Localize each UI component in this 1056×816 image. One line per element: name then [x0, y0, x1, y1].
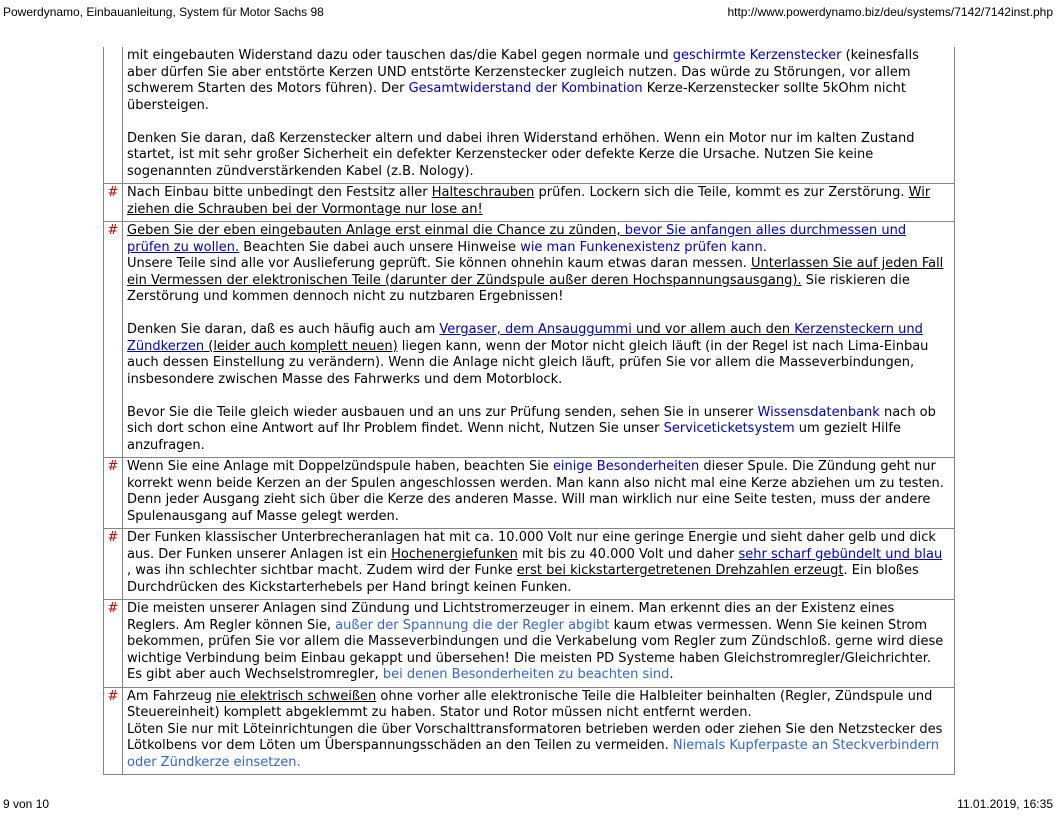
link[interactable]: sehr scharf gebündelt und blau: [738, 546, 943, 562]
row-marker: #: [104, 458, 123, 528]
text-segment: Kerze-Kerzenstecker sollte 5kOhm nicht übersteigen.: [127, 81, 906, 113]
text-segment: Denken Sie daran, daß Kerzenstecker altern und dabei ihren Widerstand erhöhen. Wenn ein Motor nur im kalten Zustand startet, ist mit sehr großer Sicherheit ein defekter Kerzenstecker oder defekte Kerze die Ursache. Nutzen Sie keine sogenannten zündverstärkenden Kabel (z.B. Nology).: [127, 130, 915, 179]
paragraph-block: [127, 223, 950, 306]
text-segment: kaum etwas vermessen. Wenn Sie keinen Strom bekommen, prüfen Sie vor allem die Masseverbindungen und die Verkabelung vom Regler zum Zündschloß. gerne wird diese wichtige Verbindung beim Einbau gekappt und übersehen! Die meisten PD Systeme haben Gleichstromregler/Gleichrichter. Es gibt aber auch Wechselstromregler,: [127, 617, 944, 682]
link[interactable]: Kerzensteckern und Zündkerzen: [127, 322, 923, 354]
paragraph-block: [127, 689, 950, 772]
table-row: [104, 47, 954, 183]
paragraph-block: [127, 601, 950, 684]
row-marker: [104, 47, 123, 183]
text-segment: Nach Einbau bitte unbedingt den Festsitz aller: [127, 185, 432, 200]
text-segment: liegen kann, wenn der Motor nicht gleich läuft (in der Regel ist nach Lima-Einbau auch dessen Einstellung zu verändern). Wenn die Anlage nicht gleich läuft, prüfen Sie vor allem die Masseverbindungen, insbesondere zwischen Masse des Fahrwerks und dem Motorblock.: [127, 338, 929, 387]
row-marker: #: [104, 529, 123, 599]
row-content: [123, 529, 954, 599]
header-title: Powerdynamo, Einbauanleitung, System für Motor Sachs 98: [3, 5, 324, 19]
link[interactable]: Serviceticketsystem: [663, 421, 795, 436]
row-content: [123, 600, 954, 687]
text-segment: .: [669, 667, 674, 682]
text-segment: ohne vorher alle elektronische Teile die Halbleiter beinhalten (Regler, Zündspule und Steuereinheit) komplett abgeklemmt zu haben. Stator und Rotor müssen nicht entfernt werden.: [127, 688, 933, 720]
table-row: [104, 183, 954, 221]
text-segment: , was ihn schlechter sichtbar macht. Zudem wird der Funke: [127, 563, 517, 578]
table-row: [104, 599, 954, 687]
print-footer: [3, 797, 1053, 811]
print-header: [3, 5, 1053, 19]
text-segment: um gezielt Hilfe anzufragen.: [127, 421, 901, 453]
table-row: [104, 687, 954, 775]
table-row: [104, 221, 954, 457]
text-segment: Hochenergiefunken: [391, 546, 518, 562]
paragraph-block: [127, 185, 950, 218]
row-content: [123, 222, 954, 457]
row-marker: #: [104, 184, 123, 221]
text-segment: mit bis zu 40.000 Volt und daher: [517, 546, 739, 562]
text-segment: nach ob sich dort schon eine Antwort auf Ihr Problem findet. Wenn nicht, Nutzen Sie unser: [127, 404, 936, 436]
text-segment: nie elektrisch schweißen: [215, 688, 377, 704]
doc-table: [103, 47, 955, 775]
paragraph-block: [127, 530, 950, 596]
text-segment: Wir ziehen die Schrauben bei der Vormontage nur lose an!: [127, 185, 931, 217]
text-segment: Löten Sie nur mit Löteinrichtungen die über Vorschalttransformatoren betrieben werden oder ziehen Sie den Netzstecker des Lötkolbens vor dem Löten um Überspannungsschäden an den Teilen zu vermeiden.: [127, 721, 943, 753]
text-segment: Geben Sie der eben eingebauten Anlage erst einmal die Chance zu zünden,: [127, 223, 621, 238]
paragraph-block: [127, 131, 950, 181]
text-segment: Halteschrauben: [431, 185, 535, 200]
text-segment: Beachten Sie dabei auch unsere Hinweise: [239, 239, 521, 255]
paragraph-block: [127, 48, 950, 114]
text-segment: Am Fahrzeug: [127, 688, 216, 704]
text-segment: Unterlassen Sie auf jeden Fall ein Vermessen der elektronischen Teile (darunter der Zündspule außer deren Hochspannungsausgang).: [127, 256, 944, 288]
link[interactable]: Niemals Kupferpaste an Steckverbindern oder Zündkerze einsetzen.: [127, 738, 939, 770]
text-segment: dieser Spule. Die Zündung geht nur korrekt wenn beide Kerzen an der Spulen angeschlossen werden. Man kann also nicht mal eine Kerze abziehen um zu testen. Denn jeder Ausgang zieht sich über die Kerze des anderen Masse. Will man wirklich nur eine Seite testen, muss der andere Spulenausgang auf Masse gelegt werden.: [127, 459, 944, 524]
table-row: [104, 457, 954, 528]
row-marker: #: [104, 688, 123, 775]
text-segment: erst bei kickstartergetretenen Drehzahlen erzeugt: [516, 563, 844, 578]
table-row: [104, 528, 954, 599]
link[interactable]: außer der Spannung die der Regler abgibt: [335, 617, 610, 633]
paragraph-block: [127, 405, 950, 455]
row-content: [123, 458, 954, 528]
link[interactable]: Gesamtwiderstand der Kombination: [408, 81, 643, 96]
link[interactable]: geschirmte Kerzenstecker: [672, 48, 842, 63]
text-segment: Unsere Teile sind alle vor Auslieferung geprüft. Sie können ohnehin kaum etwas daran messen.: [127, 256, 751, 271]
link[interactable]: Wissensdatenbank: [757, 404, 880, 420]
link[interactable]: einige Besonderheiten: [552, 459, 700, 474]
text-segment: Denken Sie daran, daß es auch häufig auch am: [127, 322, 440, 337]
text-segment: Der Funken klassischer Unterbrecheranlagen hat mit ca. 10.000 Volt nur eine geringe Energie und sieht daher gelb und dick aus. Der Funken unserer Anlagen ist ein: [127, 530, 936, 562]
text-segment: mit eingebauten Widerstand dazu oder tauschen das/die Kabel gegen normale und: [127, 48, 673, 63]
text-segment: prüfen. Lockern sich die Teile, kommt es zur Zerstörung.: [534, 185, 909, 200]
link[interactable]: bevor Sie anfangen alles durchmessen und prüfen zu wollen.: [127, 223, 907, 255]
row-content: [123, 688, 954, 775]
text-segment: Wenn Sie eine Anlage mit Doppelzündspule haben, beachten Sie: [127, 459, 553, 474]
text-segment: . Ein bloßes Durchdrücken des Kickstarterhebels per Hand bringt keinen Funken.: [127, 563, 919, 595]
text-segment: (leider auch komplett neuen): [204, 338, 398, 354]
text-segment: Bevor Sie die Teile gleich wieder ausbauen und an uns zur Prüfung senden, sehen Sie in unserer: [127, 404, 758, 420]
header-url: http://www.powerdynamo.biz/deu/systems/7142/7142inst.php: [727, 5, 1053, 19]
link[interactable]: Vergaser, dem Ansauggummi: [439, 322, 636, 337]
link[interactable]: bei denen Besonderheiten zu beachten sind: [382, 667, 670, 682]
text-segment: Die meisten unserer Anlagen sind Zündung und Lichtstromerzeuger in einem. Man erkennt dies an der Existenz eines Reglers. Am Regler können Sie,: [127, 601, 895, 633]
footer-datetime: 11.01.2019, 16:35: [957, 797, 1053, 811]
text-segment: Sie riskieren die Zerstörung und kommen dennoch nicht zu nutzbaren Ergebnissen!: [127, 272, 910, 304]
text-segment: und vor allem auch den: [635, 322, 795, 337]
footer-page-number: 9 von 10: [3, 797, 50, 811]
paragraph-block: [127, 322, 950, 388]
row-content: [123, 47, 954, 183]
row-marker: #: [104, 222, 123, 457]
row-content: [123, 184, 954, 221]
text-segment: (keinesfalls aber dürfen Sie aber entstörte Kerzen UND entstörte Kerzenstecker zugleich nutzen. Das würde zu Störungen, vor allem schwerem Starten des Motors führen). Der: [127, 48, 919, 96]
row-marker: #: [104, 600, 123, 687]
link[interactable]: wie man Funkenexistenz prüfen kann.: [520, 239, 767, 255]
paragraph-block: [127, 459, 950, 525]
